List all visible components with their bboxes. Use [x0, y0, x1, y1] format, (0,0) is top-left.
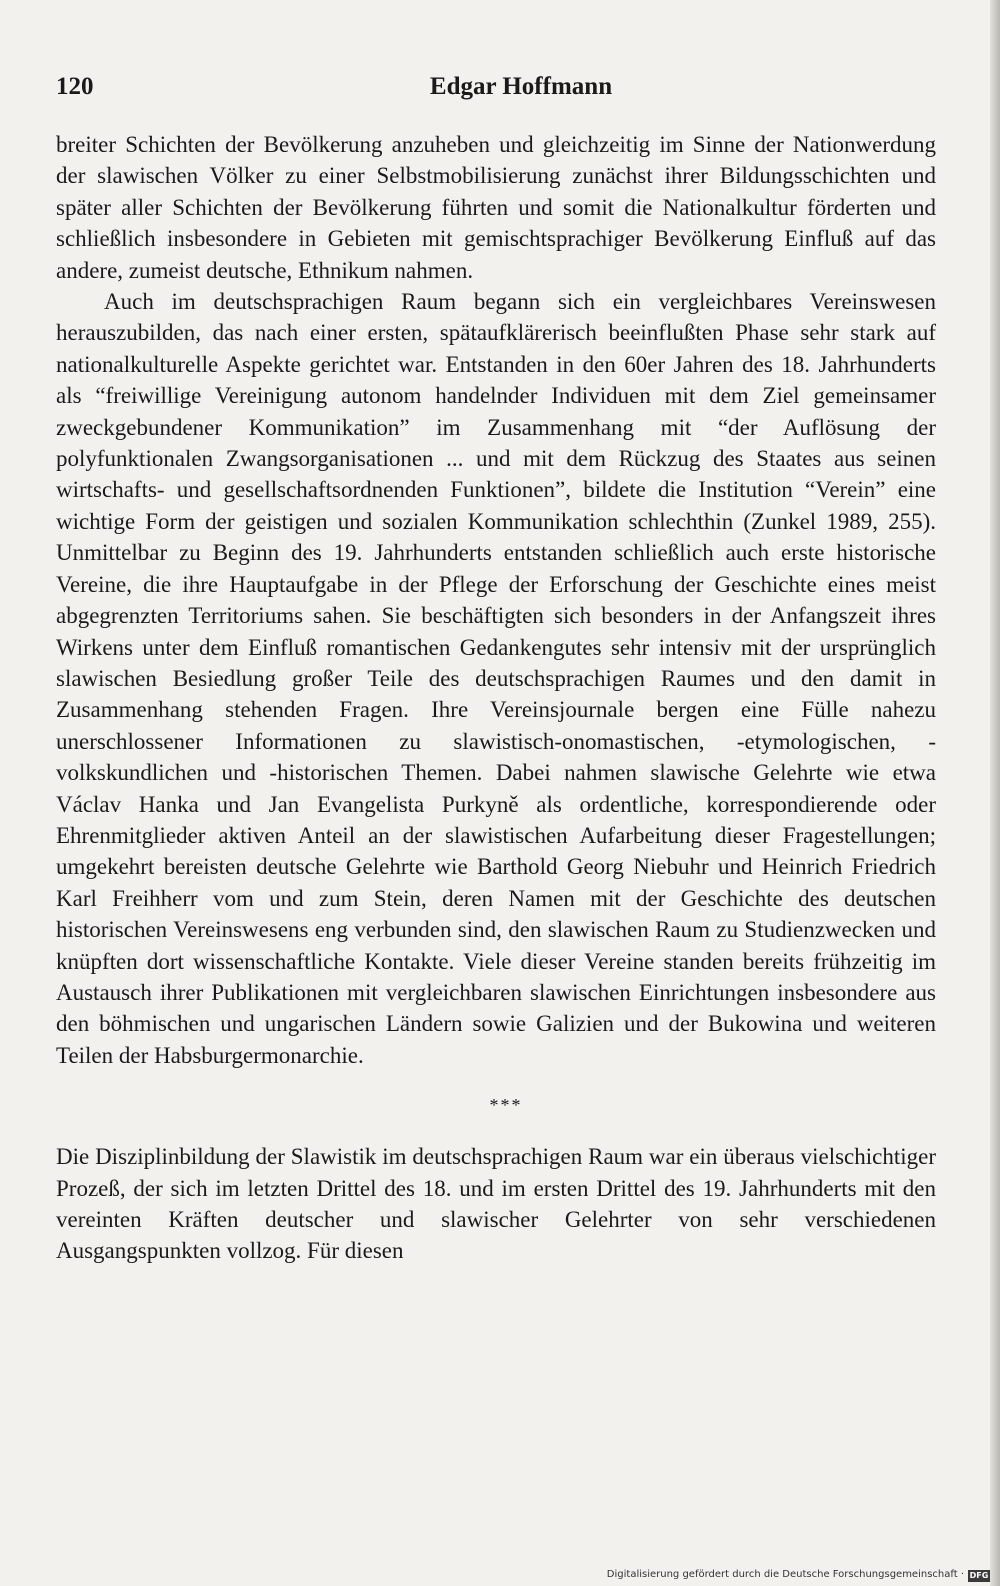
scan-page-edge	[990, 0, 1000, 1586]
paragraph-2: Auch im deutschsprachigen Raum begann sich ein vergleichbares Vereinswesen herauszubilden, das nach einer ersten, spätaufklärerisch beeinflußten Phase sehr stark auf nationalkulturelle Aspekte gerichtet war. Entstanden in den 60er Jahren des 18. Jahrhunderts als “freiwillige Vereinigung autonom handelnder Individuen mit dem Ziel gemeinsamer zweckgebundener Kommunikation” im Zusammenhang mit “der Auflösung der polyfunktionalen Zwangsorganisationen ... und mit dem Rückzug des Staates aus seinen wirtschafts- und gesellschaftsordnenden Funktionen”, bildete die Institution “Verein” eine wichtige Form der geistigen und sozialen Kommunikation schlechthin (Zunkel 1989, 255). Unmittelbar zu Beginn des 19. Jahrhunderts entstanden schließlich auch erste historische Vereine, die ihre Hauptaufgabe in der Pflege der Erforschung der Geschichte eines meist abgegrenzten Territoriums sahen. Sie beschäftigten sich besonders in der Anfangszeit ihres Wirkens unter dem Einfluß romantischen Gedankengutes sehr intensiv mit der ursprünglich slawischen Besiedlung großer Teile des deutschsprachigen Raumes und den damit in Zusammenhang stehenden Fragen. Ihre Vereinsjournale bergen eine Fülle nahezu unerschlossener Informationen zu slawistisch-onomastischen, -etymologischen, -volkskundlichen und -historischen Themen. Dabei nahmen slawische Gelehrte wie etwa Václav Hanka und Jan Evangelista Purkyně als ordentliche, korrespondierende oder Ehrenmitglieder aktiven Anteil an der slawistischen Aufarbeitung dieser Fragestellungen; umgekehrt bereisten deutsche Gelehrte wie Barthold Georg Niebuhr und Heinrich Friedrich Karl Freihherr vom und zum Stein, deren Namen mit der Geschichte des deutschen historischen Vereinswesens eng verbunden sind, den slawischen Raum zu Studienzwecken und knüpften dort wissenschaftliche Kontakte. Viele dieser Vereine standen bereits frühzeitig im Austausch ihrer Publikationen mit vergleichbaren slawischen Einrichtungen insbesondere aus den böhmischen und ungarischen Ländern sowie Galizien und der Bukowina und weiteren Teilen der Habsburgermonarchie.	[56, 289, 936, 1068]
section-separator: ***	[489, 1095, 523, 1116]
dfg-logo: DFG	[969, 1571, 989, 1580]
digitization-credit: Digitalisierung gefördert durch die Deutsche Forschungsgemeinschaft ·	[606, 1569, 964, 1580]
page-header	[56, 70, 936, 104]
running-title: Edgar Hoffmann	[429, 73, 613, 100]
paragraph-3: Die Disziplinbildung der Slawistik im deutschsprachigen Raum war ein überaus vielschichtiger Prozeß, der sich im letzten Drittel des 18. und im ersten Drittel des 19. Jahrhunderts mit den vereinten Kräften deutscher und slawischer Gelehrter von sehr verschiedenen Ausgangspunkten vollzog. Für diesen	[56, 1144, 936, 1264]
paragraph-1: breiter Schichten der Bevölkerung anzuheben und gleichzeitig im Sinne der Nationwerdung der slawischen Völker zu einer Selbstmobilisierung zunächst ihrer Bildungsschichten und später aller Schichten der Bevölkerung führten und somit die Nationalkultur förderten und schließlich insbesondere in Gebieten mit gemischtsprachiger Bevölkerung Einfluß auf das andere, zumeist deutsche, Ethnikum nahmen.	[56, 132, 936, 283]
body-text	[56, 129, 936, 1267]
page-number: 120	[56, 73, 94, 100]
